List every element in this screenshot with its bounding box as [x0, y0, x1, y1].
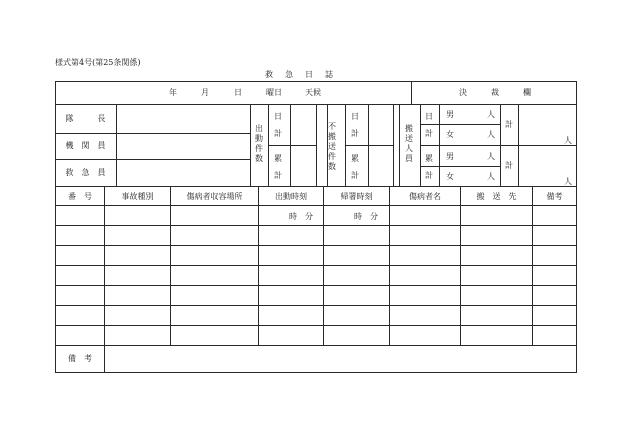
sum-label-cumulative: 計	[505, 161, 513, 170]
date-weekday: 曜日	[266, 88, 282, 97]
transported-cumulative-total: 計	[425, 171, 433, 180]
male-unit-cumulative: 人	[487, 152, 495, 161]
engineer-label: 機 関 員	[65, 141, 106, 150]
female-label-day: 女	[446, 130, 454, 139]
male-unit-day: 人	[487, 110, 495, 119]
dispatch-cumulative: 累	[274, 154, 282, 163]
female-label-cumulative: 女	[446, 172, 454, 181]
return-time-unit: 時 分	[354, 212, 378, 221]
sum-unit-day: 人	[564, 136, 572, 145]
dispatch-day: 日	[274, 112, 282, 121]
non-transport-day-total: 計	[351, 129, 359, 138]
date-day: 日	[234, 88, 242, 97]
non-transport-day: 日	[351, 112, 359, 121]
sum-unit-cumulative: 人	[564, 177, 572, 186]
chief-label: 隊 長	[65, 114, 106, 123]
sum-label-day: 計	[505, 120, 513, 129]
col-dispatch-time: 出動時刻	[275, 192, 307, 201]
date-weather: 天候	[305, 88, 321, 97]
col-number: 番 号	[68, 192, 92, 201]
col-patient-name: 傷病者名	[409, 192, 441, 201]
non-transport-label: 不搬送件数	[328, 122, 336, 171]
col-destination: 搬 送 先	[476, 192, 517, 201]
dispatch-day-total: 計	[274, 129, 282, 138]
male-label-cumulative: 男	[446, 152, 454, 161]
approval-label: 決 裁 欄	[459, 88, 531, 97]
female-unit-day: 人	[487, 130, 495, 139]
col-remarks: 備考	[546, 192, 563, 201]
transported-label: 搬送人員	[405, 124, 413, 163]
transported-day: 日	[425, 112, 433, 121]
page-title: 救 急 日 誌	[265, 70, 335, 79]
dispatch-label: 出動件数	[255, 124, 263, 163]
non-transport-cumulative-total: 計	[351, 171, 359, 180]
form-number: 様式第4号(第25条関係)	[55, 58, 141, 67]
non-transport-cumulative: 累	[351, 154, 359, 163]
transported-day-total: 計	[425, 129, 433, 138]
dispatch-cumulative-total: 計	[274, 171, 282, 180]
date-year: 年	[169, 88, 177, 97]
col-return-time: 帰署時刻	[340, 192, 373, 201]
transported-cumulative: 累	[425, 154, 433, 163]
footer-remarks-label: 備 考	[68, 354, 92, 363]
male-label-day: 男	[446, 110, 454, 119]
ems-label: 救 急 員	[65, 168, 106, 177]
col-pickup-location: 傷病者収容場所	[186, 192, 243, 201]
female-unit-cumulative: 人	[487, 172, 495, 181]
date-month: 月	[201, 88, 209, 97]
dispatch-time-unit: 時 分	[289, 212, 313, 221]
col-accident-type: 事故種別	[121, 192, 154, 201]
